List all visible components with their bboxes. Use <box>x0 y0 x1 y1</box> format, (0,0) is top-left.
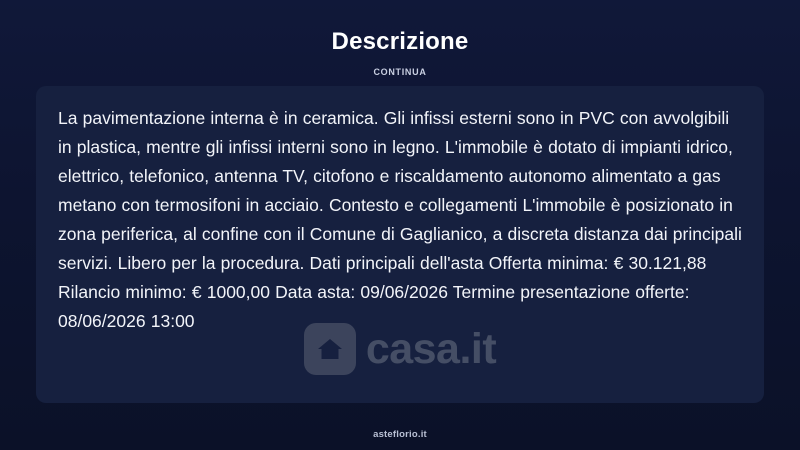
description-card <box>36 86 764 403</box>
site-footer: asteflorio.it <box>373 429 427 440</box>
page-title: Descrizione <box>331 28 469 55</box>
description-text: La pavimentazione interna è in ceramica. Gli infissi esterni sono in PVC con avvolgibili in plastica, mentre gli infissi interni sono in legno. L'immobile è dotato di impianti idrico, elettrico, telefonico, antenna TV, citofono e riscaldamento autonomo alimentato a gas metano con termosifoni in acciaio. Contesto e collegamenti L'immobile è posizionato in zona periferica, al confine con il Comune di Gaglianico, a discreta distanza dai principali servizi. Libero per la procedura. Dati principali dell'asta Offerta minima: € 30.121,88 Rilancio minimo: € 1000,00 Data asta: 09/06/2026 Termine presentazione offerte: 08/06/2026 13:00 <box>58 108 742 331</box>
continue-label[interactable]: CONTINUA <box>373 66 427 77</box>
casa-it-wordmark: casa.it <box>365 324 497 373</box>
page-header <box>0 0 800 77</box>
